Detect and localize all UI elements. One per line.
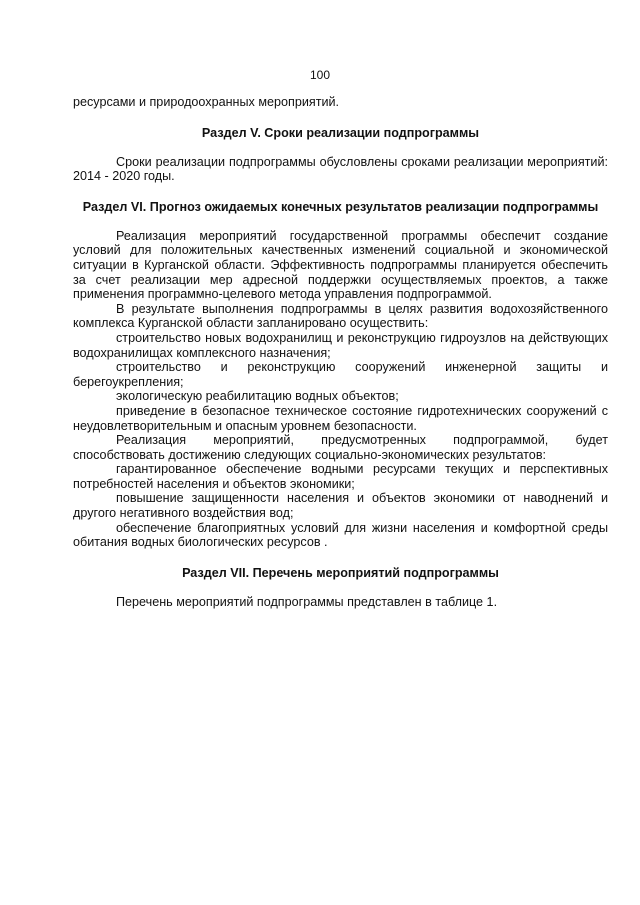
- section-6-result-1: гарантированное обеспечение водными ресурсами текущих и перспективных потребностей населения и объектов экономики;: [73, 462, 608, 491]
- section-6-paragraph-3: Реализация мероприятий, предусмотренных подпрограммой, будет способствовать достижению следующих социально-экономических результатов:: [73, 433, 608, 462]
- section-6-list-item-3: экологическую реабилитацию водных объектов;: [116, 389, 399, 404]
- section-5-title: Раздел V. Сроки реализации подпрограммы: [201, 125, 480, 140]
- section-6-list-item-2: строительство и реконструкцию сооружений инженерной защиты и берегоукрепления;: [73, 360, 608, 389]
- intro-line: ресурсами и природоохранных мероприятий.: [73, 95, 340, 109]
- section-5-paragraph: Сроки реализации подпрограммы обусловлены сроками реализации мероприятий: 2014 - 2020 годы.: [73, 154, 608, 184]
- document-body: [73, 95, 608, 609]
- page-number: 100: [309, 68, 331, 82]
- section-6-title: Раздел VI. Прогноз ожидаемых конечных результатов реализации подпрограммы: [82, 199, 599, 214]
- section-6-result-3: обеспечение благоприятных условий для жизни населения и комфортной среды обитания водных биологических ресурсов .: [73, 520, 608, 550]
- section-6-paragraph-1: Реализация мероприятий государственной программы обеспечит создание условий для положительных качественных изменений социальной и экономической ситуации в Курганской области. Эффективность подпрограммы планируется обеспечить за счет реализации мер адресной поддержки осуществляемых проектов, а также применения программно-целевого метода управления подпрограммой.: [73, 228, 608, 302]
- section-7-paragraph: Перечень мероприятий подпрограммы представлен в таблице 1.: [116, 594, 498, 609]
- section-6-paragraph-2: В результате выполнения подпрограммы в целях развития водохозяйственного комплекса Курганской области запланировано осуществить:: [73, 301, 608, 331]
- section-6-list-item-4: приведение в безопасное техническое состояние гидротехнических сооружений с неудовлетворительным и опасным уровнем безопасности.: [73, 403, 608, 433]
- section-6-list-item-1: строительство новых водохранилищ и реконструкцию гидроузлов на действующих водохранилищах комплексного назначения;: [73, 330, 608, 360]
- section-6-result-2: повышение защищенности населения и объектов экономики от наводнений и другого негативного воздействия вод;: [73, 491, 608, 521]
- section-7-title: Раздел VII. Перечень мероприятий подпрограммы: [182, 565, 499, 580]
